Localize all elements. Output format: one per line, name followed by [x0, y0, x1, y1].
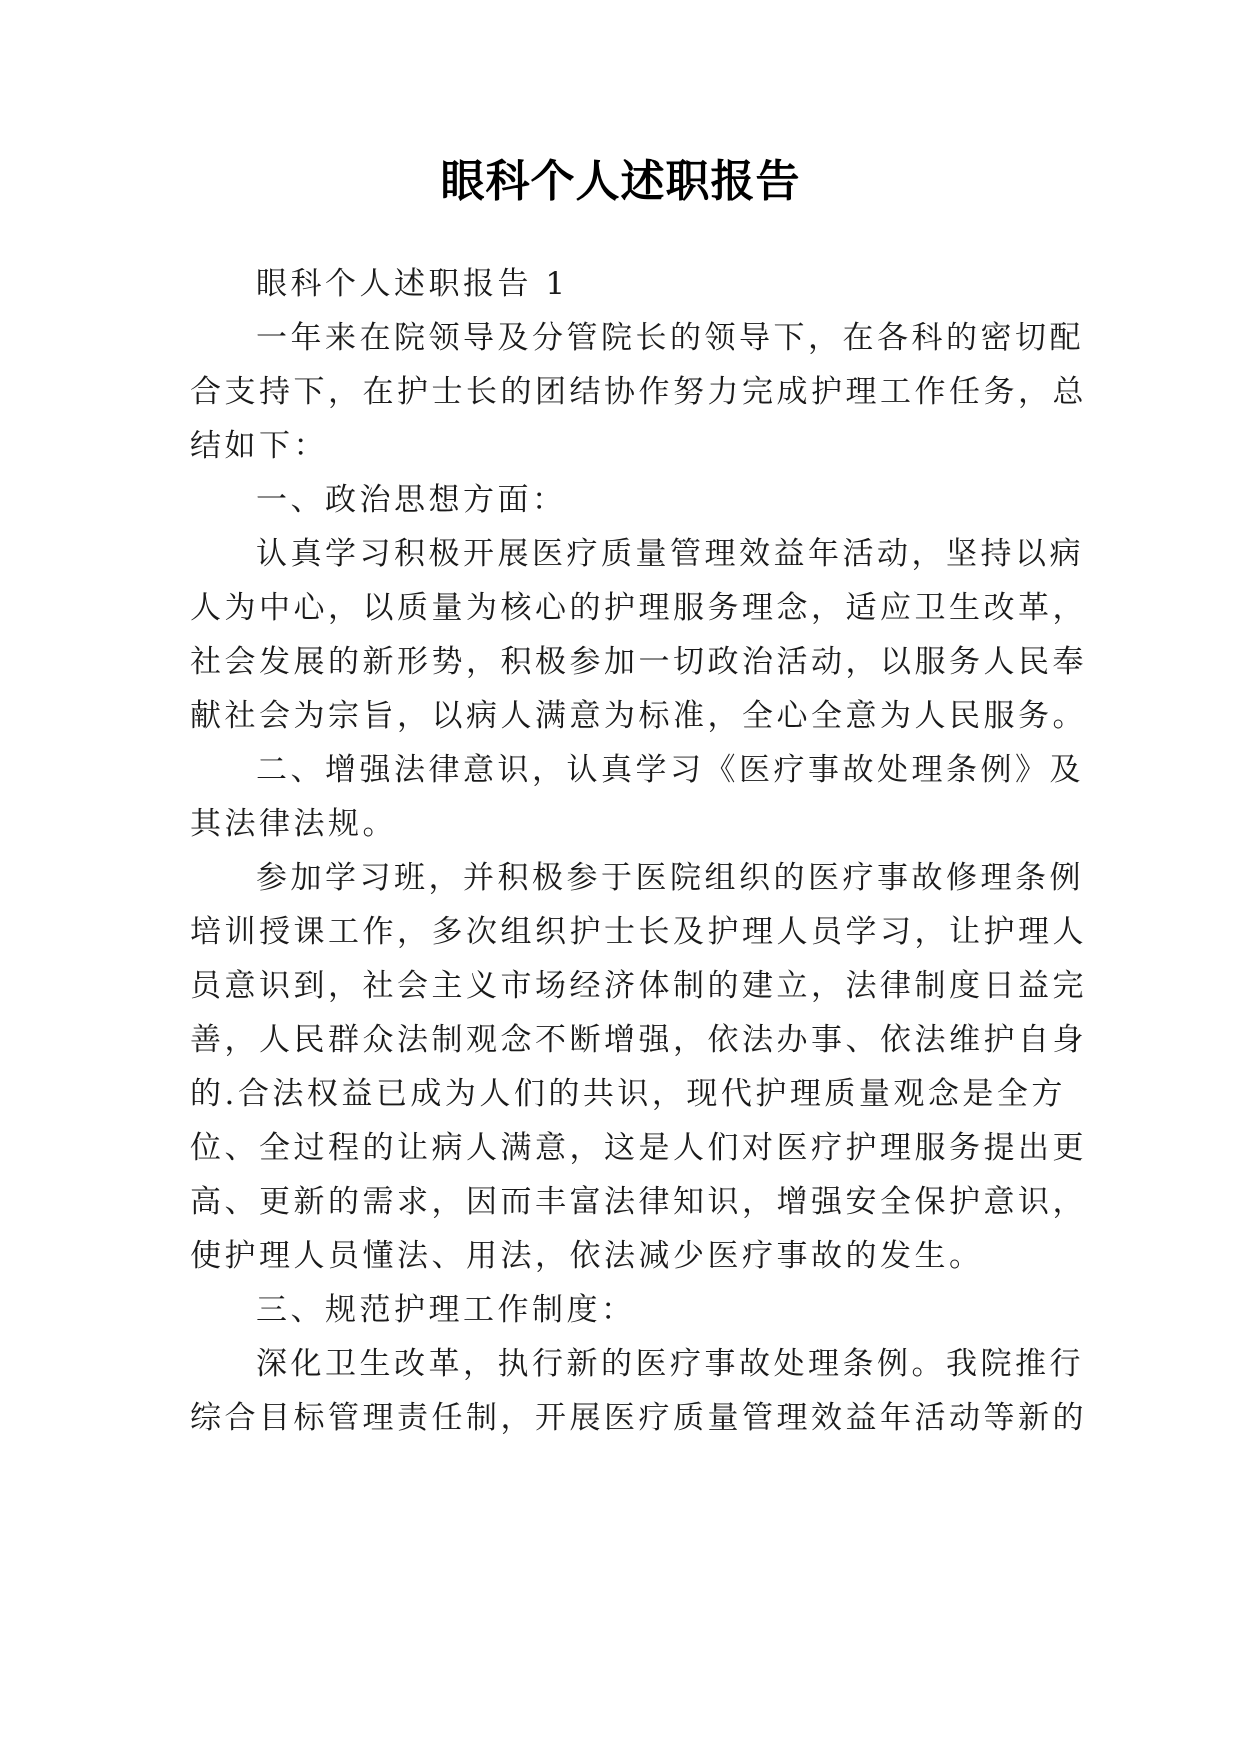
- document-title: 眼科个人述职报告: [440, 156, 801, 207]
- paragraph-line: 结如下：: [190, 428, 328, 464]
- section-heading: 一、政治思想方面：: [256, 482, 567, 518]
- paragraph-line: 高、更新的需求，因而丰富法律知识，增强安全保护意识，: [190, 1184, 1087, 1220]
- paragraph-line: 善，人民群众法制观念不断增强，依法办事、依法维护自身: [190, 1022, 1087, 1058]
- paragraph-line: 其法律法规。: [190, 806, 397, 842]
- paragraph-line: 人为中心，以质量为核心的护理服务理念，适应卫生改革，: [190, 590, 1087, 626]
- paragraph-line: 合支持下，在护士长的团结协作努力完成护理工作任务，总: [190, 374, 1087, 410]
- paragraph-line: 综合目标管理责任制，开展医疗质量管理效益年活动等新的: [190, 1400, 1087, 1436]
- paragraph-line: 深化卫生改革，执行新的医疗事故处理条例。我院推行: [256, 1346, 1084, 1382]
- paragraph-line: 一年来在院领导及分管院长的领导下，在各科的密切配: [256, 320, 1084, 356]
- paragraph-line: 使护理人员懂法、用法，依法减少医疗事故的发生。: [190, 1238, 984, 1274]
- section-heading: 二、增强法律意识，认真学习《医疗事故处理条例》及: [256, 752, 1084, 788]
- paragraph-line: 培训授课工作，多次组织护士长及护理人员学习，让护理人: [190, 914, 1087, 950]
- paragraph-line: 献社会为宗旨，以病人满意为标准，全心全意为人民服务。: [190, 698, 1087, 734]
- paragraph-line: 位、全过程的让病人满意，这是人们对医疗护理服务提出更: [190, 1130, 1087, 1166]
- paragraph-line: 认真学习积极开展医疗质量管理效益年活动，坚持以病: [256, 536, 1084, 572]
- section-heading: 三、规范护理工作制度：: [256, 1292, 636, 1328]
- paragraph-line: 社会发展的新形势，积极参加一切政治活动，以服务人民奉: [190, 644, 1087, 680]
- paragraph-line: 的.合法权益已成为人们的共识，现代护理质量观念是全方: [190, 1076, 1066, 1112]
- paragraph-line: 员意识到，社会主义市场经济体制的建立，法律制度日益完: [190, 968, 1087, 1004]
- paragraph-line: 参加学习班，并积极参于医院组织的医疗事故修理条例: [256, 860, 1084, 896]
- report-heading: 眼科个人述职报告 1: [256, 266, 569, 302]
